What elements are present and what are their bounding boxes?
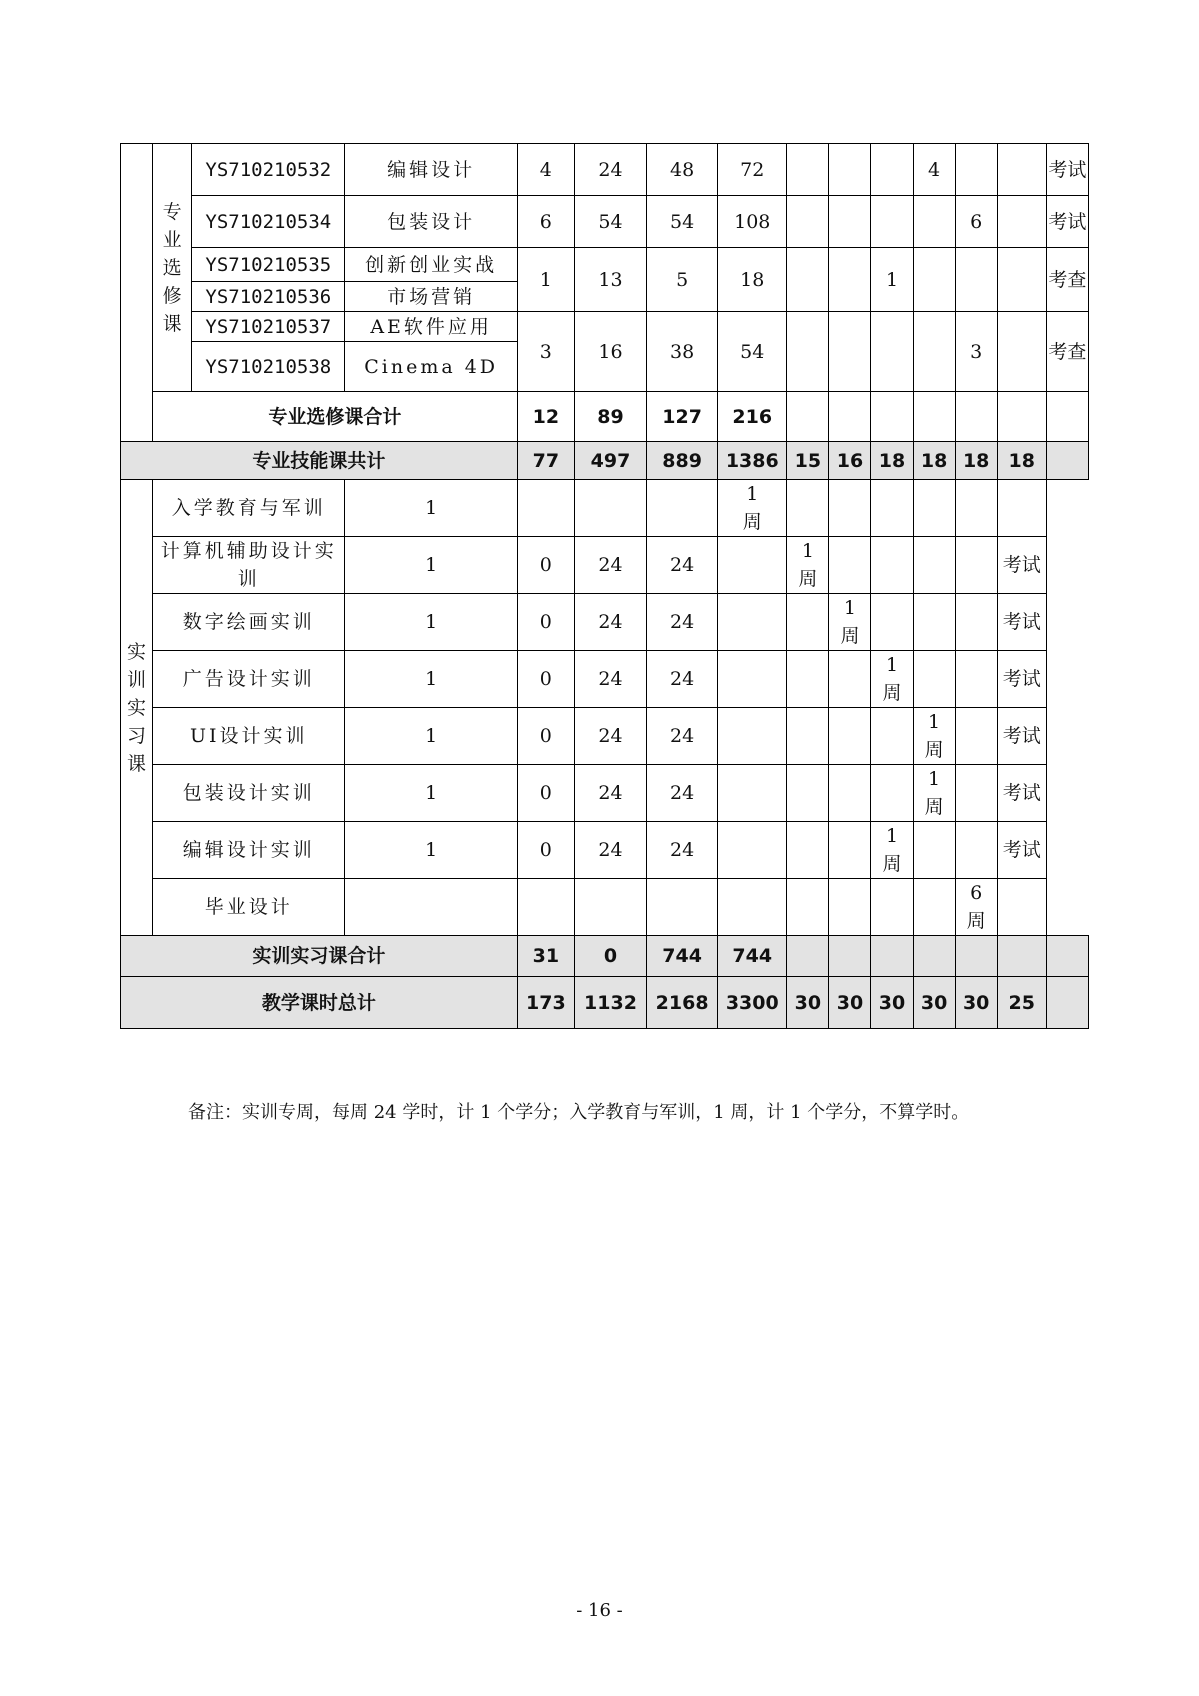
theory-cell: 13 [574, 248, 646, 312]
course-code-cell: YS710210534 [192, 196, 345, 248]
category-char: 训 [127, 668, 147, 691]
semester-3-cell [829, 537, 871, 594]
course-name-cell: 创新创业实战 [345, 248, 517, 282]
practice-cell: 24 [574, 708, 646, 765]
semester-2-cell [787, 480, 829, 537]
semester-4-cell: 4 [913, 144, 955, 196]
course-name-cell: 包装设计 [345, 196, 517, 248]
credits-cell [345, 879, 517, 936]
training-subtotal-label: 实训实习课合计 [121, 936, 518, 977]
semester-1-cell [718, 708, 787, 765]
total-cell: 72 [718, 144, 787, 196]
semester-6-cell [997, 196, 1046, 248]
category-char: 专 [162, 200, 182, 223]
semester-4-cell [913, 312, 955, 392]
assessment-char: 考 [1048, 268, 1068, 291]
semester-6-cell: 25 [997, 977, 1046, 1029]
training-name-cell: 广告设计实训 [153, 651, 345, 708]
semester-1-cell [787, 144, 829, 196]
week-count: 1 [843, 597, 856, 619]
semester-4-cell [871, 480, 913, 537]
credits-cell: 1 [345, 594, 517, 651]
assessment-char: 考 [1048, 340, 1068, 363]
course-name-cell: 编辑设计 [345, 144, 517, 196]
training-name-cell: 计算机辅助设计实训 [153, 537, 345, 594]
semester-5-cell: 18 [955, 442, 997, 480]
practice-cell: 24 [574, 822, 646, 879]
assessment-cell [997, 594, 1046, 651]
semester-3-cell [871, 196, 913, 248]
semester-1-cell [718, 537, 787, 594]
table-row [121, 392, 1089, 442]
assessment-char: 考 [1002, 725, 1022, 747]
semester-6-cell [997, 248, 1046, 312]
theory-cell: 0 [517, 708, 574, 765]
training-name-cell: 入学教育与军训 [153, 480, 345, 537]
training-name-cell: 包装设计实训 [153, 765, 345, 822]
section-blank-cell [121, 144, 153, 442]
practice-total-cell: 889 [647, 442, 718, 480]
total-cell: 54 [718, 312, 787, 392]
empty-cell [955, 392, 997, 442]
semester-1-cell [718, 651, 787, 708]
semester-3-cell: 18 [871, 442, 913, 480]
training-name-cell: 毕业设计 [153, 879, 345, 936]
semester-6-cell [955, 708, 997, 765]
total-grand-total-cell: 3300 [718, 977, 787, 1029]
elective-category-label [153, 144, 192, 392]
total-total-cell: 1386 [718, 442, 787, 480]
semester-1-cell [718, 765, 787, 822]
theory-cell: 0 [517, 594, 574, 651]
assessment-char: 考 [1002, 668, 1022, 690]
practice-cell: 38 [647, 312, 718, 392]
theory-grand-total-cell: 1132 [574, 977, 646, 1029]
empty-cell [913, 936, 955, 977]
semester-2-cell [829, 144, 871, 196]
semester-6-cell [997, 144, 1046, 196]
assessment-cell [1046, 196, 1088, 248]
total-cell [647, 879, 718, 936]
semester-6-cell [955, 765, 997, 822]
week-unit: 周 [882, 853, 902, 875]
semester-1-cell [718, 822, 787, 879]
assessment-char: 试 [1021, 554, 1041, 576]
category-char: 实 [127, 696, 147, 719]
credits-subtotal-cell: 12 [517, 392, 574, 442]
table-row [121, 879, 1089, 936]
course-name-cell: Cinema 4D [345, 342, 517, 392]
table-row [121, 708, 1089, 765]
theory-total-cell: 497 [574, 442, 646, 480]
week-count: 1 [885, 825, 899, 847]
training-name-cell: 编辑设计实训 [153, 822, 345, 879]
practice-cell: 54 [647, 196, 718, 248]
semester-2-cell [787, 708, 829, 765]
credits-cell: 1 [345, 480, 517, 537]
theory-cell: 0 [517, 765, 574, 822]
table-row [121, 196, 1089, 248]
grand-total-label: 教学课时总计 [121, 977, 518, 1029]
elective-subtotal-label: 专业选修课合计 [153, 392, 518, 442]
theory-cell: 16 [574, 312, 646, 392]
credits-cell: 4 [517, 144, 574, 196]
practice-grand-total-cell: 2168 [647, 977, 718, 1029]
practice-cell [574, 480, 646, 537]
assessment-char: 考 [1002, 554, 1022, 576]
course-code-cell: YS710210532 [192, 144, 345, 196]
assessment-char: 考 [1048, 210, 1068, 233]
week-unit: 周 [966, 910, 986, 932]
practice-subtotal-cell: 744 [647, 936, 718, 977]
semester-3-cell: 30 [871, 977, 913, 1029]
category-char: 选 [162, 256, 182, 279]
empty-cell [829, 392, 871, 442]
week-cell [787, 537, 829, 594]
semester-5-cell [955, 248, 997, 312]
week-count: 1 [928, 711, 941, 733]
semester-4-cell [871, 708, 913, 765]
credits-subtotal-cell: 31 [517, 936, 574, 977]
total-cell: 24 [647, 708, 718, 765]
semester-3-cell [871, 312, 913, 392]
week-unit: 周 [798, 568, 818, 590]
empty-cell [1046, 392, 1088, 442]
assessment-char: 试 [1021, 668, 1041, 690]
week-unit: 周 [924, 796, 944, 818]
empty-cell [787, 936, 829, 977]
credits-cell: 3 [517, 312, 574, 392]
theory-subtotal-cell: 0 [574, 936, 646, 977]
category-char: 修 [162, 284, 182, 307]
semester-1-cell [787, 248, 829, 312]
semester-3-cell [829, 765, 871, 822]
theory-cell: 0 [517, 537, 574, 594]
semester-2-cell [787, 651, 829, 708]
assessment-char: 试 [1067, 158, 1087, 181]
theory-cell: 0 [517, 822, 574, 879]
total-cell: 24 [647, 651, 718, 708]
semester-5-cell [913, 651, 955, 708]
page-number: - 16 - [576, 1600, 623, 1621]
table-row [121, 822, 1089, 879]
assessment-char: 试 [1021, 611, 1041, 633]
empty-cell [1046, 936, 1088, 977]
semester-6-cell: 18 [997, 442, 1046, 480]
practice-cell: 24 [574, 651, 646, 708]
course-code-cell: YS710210536 [192, 282, 345, 312]
week-unit: 周 [742, 511, 762, 533]
category-char: 实 [127, 640, 147, 663]
week-count: 6 [970, 882, 983, 904]
training-name-cell: UI设计实训 [153, 708, 345, 765]
semester-5-cell: 30 [955, 977, 997, 1029]
semester-5-cell [913, 822, 955, 879]
semester-1-cell: 15 [787, 442, 829, 480]
theory-cell [517, 879, 574, 936]
table-row [121, 480, 1089, 537]
course-code-cell: YS710210538 [192, 342, 345, 392]
semester-5-cell [955, 144, 997, 196]
week-count: 1 [885, 654, 899, 676]
week-count: 1 [746, 483, 759, 505]
week-cell [955, 879, 997, 936]
category-char: 课 [127, 752, 147, 775]
semester-4-cell: 30 [913, 977, 955, 1029]
total-cell: 18 [718, 248, 787, 312]
empty-cell [913, 392, 955, 442]
semester-6-cell [955, 480, 997, 537]
semester-2-cell [787, 594, 829, 651]
week-cell [913, 765, 955, 822]
table-row [121, 144, 1089, 196]
credits-cell: 1 [345, 651, 517, 708]
assessment-cell [1046, 312, 1088, 392]
theory-subtotal-cell: 89 [574, 392, 646, 442]
semester-5-cell [913, 480, 955, 537]
assessment-char: 考 [1002, 839, 1022, 861]
assessment-char: 试 [1067, 210, 1087, 233]
credits-cell: 1 [345, 822, 517, 879]
semester-3-cell [829, 480, 871, 537]
credits-total-cell: 77 [517, 442, 574, 480]
semester-5-cell [913, 537, 955, 594]
table-row [121, 977, 1089, 1029]
week-unit: 周 [840, 625, 860, 647]
course-plan-table [120, 143, 1089, 1029]
table-row [121, 594, 1089, 651]
assessment-cell [997, 537, 1046, 594]
semester-6-cell [955, 651, 997, 708]
empty-cell [871, 392, 913, 442]
assessment-char: 考 [1048, 158, 1068, 181]
semester-6-cell [955, 537, 997, 594]
theory-cell: 0 [517, 651, 574, 708]
credits-cell: 1 [345, 765, 517, 822]
credits-cell: 1 [345, 708, 517, 765]
total-cell: 24 [647, 765, 718, 822]
semester-2-cell [829, 248, 871, 312]
assessment-cell [997, 708, 1046, 765]
empty-cell [829, 936, 871, 977]
table-row [121, 312, 1089, 342]
empty-cell [1046, 442, 1088, 480]
empty-cell [955, 936, 997, 977]
semester-5-cell [913, 594, 955, 651]
semester-4-cell [913, 248, 955, 312]
practice-cell [574, 879, 646, 936]
week-unit: 周 [924, 739, 944, 761]
practice-subtotal-cell: 127 [647, 392, 718, 442]
table-row [121, 936, 1089, 977]
table-row [121, 651, 1089, 708]
semester-5-cell: 6 [955, 196, 997, 248]
semester-5-cell [913, 879, 955, 936]
theory-cell [517, 480, 574, 537]
credits-cell: 1 [345, 537, 517, 594]
category-char: 业 [162, 228, 182, 251]
category-char: 习 [127, 724, 147, 747]
training-category-label [121, 480, 153, 936]
table-row [121, 248, 1089, 282]
semester-2-cell [787, 822, 829, 879]
assessment-char: 试 [1021, 725, 1041, 747]
theory-cell: 54 [574, 196, 646, 248]
semester-6-cell [955, 594, 997, 651]
semester-3-cell [871, 144, 913, 196]
semester-2-cell [787, 879, 829, 936]
week-cell [871, 651, 913, 708]
semester-4-cell [871, 594, 913, 651]
total-cell: 108 [718, 196, 787, 248]
assessment-cell [997, 651, 1046, 708]
semester-4-cell [871, 879, 913, 936]
credits-cell: 6 [517, 196, 574, 248]
credits-cell: 1 [517, 248, 574, 312]
week-cell [913, 708, 955, 765]
semester-2-cell: 16 [829, 442, 871, 480]
semester-3-cell [829, 879, 871, 936]
empty-cell [997, 392, 1046, 442]
total-cell: 24 [647, 594, 718, 651]
semester-1-cell: 30 [787, 977, 829, 1029]
semester-1-cell [787, 196, 829, 248]
week-cell [829, 594, 871, 651]
theory-cell: 24 [574, 144, 646, 196]
assessment-char: 试 [1021, 839, 1041, 861]
practice-cell: 48 [647, 144, 718, 196]
semester-1-cell [718, 879, 787, 936]
footnote: 备注：实训专周，每周 24 学时，计 1 个学分；入学教育与军训，1 周，计 1 个学分，不算学时。 [188, 1102, 970, 1123]
total-cell: 24 [647, 537, 718, 594]
assessment-cell [997, 765, 1046, 822]
assessment-cell [997, 879, 1046, 936]
assessment-cell [997, 480, 1046, 537]
assessment-char: 考 [1002, 611, 1022, 633]
practice-cell: 24 [574, 765, 646, 822]
semester-2-cell: 30 [829, 977, 871, 1029]
assessment-char: 试 [1021, 782, 1041, 804]
semester-2-cell [829, 196, 871, 248]
total-cell: 24 [647, 822, 718, 879]
course-name-cell: AE软件应用 [345, 312, 517, 342]
table-row [121, 765, 1089, 822]
week-unit: 周 [882, 682, 902, 704]
assessment-cell [1046, 248, 1088, 312]
assessment-char: 考 [1002, 782, 1022, 804]
category-char: 课 [162, 312, 182, 335]
total-subtotal-cell: 744 [718, 936, 787, 977]
semester-3-cell [829, 651, 871, 708]
empty-cell [997, 936, 1046, 977]
assessment-char: 查 [1067, 340, 1087, 363]
semester-2-cell [829, 312, 871, 392]
semester-3-cell [829, 822, 871, 879]
empty-cell [1046, 977, 1088, 1029]
practice-cell: 24 [574, 594, 646, 651]
semester-4-cell: 18 [913, 442, 955, 480]
table-row [121, 537, 1089, 594]
empty-cell [871, 936, 913, 977]
week-count: 1 [928, 768, 941, 790]
week-count: 1 [801, 540, 814, 562]
course-code-cell: YS710210537 [192, 312, 345, 342]
semester-6-cell [997, 312, 1046, 392]
semester-1-cell [787, 312, 829, 392]
training-name-cell: 数字绘画实训 [153, 594, 345, 651]
semester-5-cell: 3 [955, 312, 997, 392]
total-cell [647, 480, 718, 537]
semester-1-cell [718, 594, 787, 651]
table-row [121, 442, 1089, 480]
semester-6-cell [955, 822, 997, 879]
credits-grand-total-cell: 173 [517, 977, 574, 1029]
total-subtotal-cell: 216 [718, 392, 787, 442]
week-cell [871, 822, 913, 879]
course-code-cell: YS710210535 [192, 248, 345, 282]
skills-total-label: 专业技能课共计 [121, 442, 518, 480]
semester-3-cell [829, 708, 871, 765]
course-name-cell: 市场营销 [345, 282, 517, 312]
empty-cell [787, 392, 829, 442]
semester-4-cell [871, 537, 913, 594]
practice-cell: 24 [574, 537, 646, 594]
week-cell [718, 480, 787, 537]
semester-4-cell [913, 196, 955, 248]
assessment-cell [1046, 144, 1088, 196]
practice-cell: 5 [647, 248, 718, 312]
semester-3-cell: 1 [871, 248, 913, 312]
semester-2-cell [787, 765, 829, 822]
assessment-cell [997, 822, 1046, 879]
assessment-char: 查 [1067, 268, 1087, 291]
semester-4-cell [871, 765, 913, 822]
